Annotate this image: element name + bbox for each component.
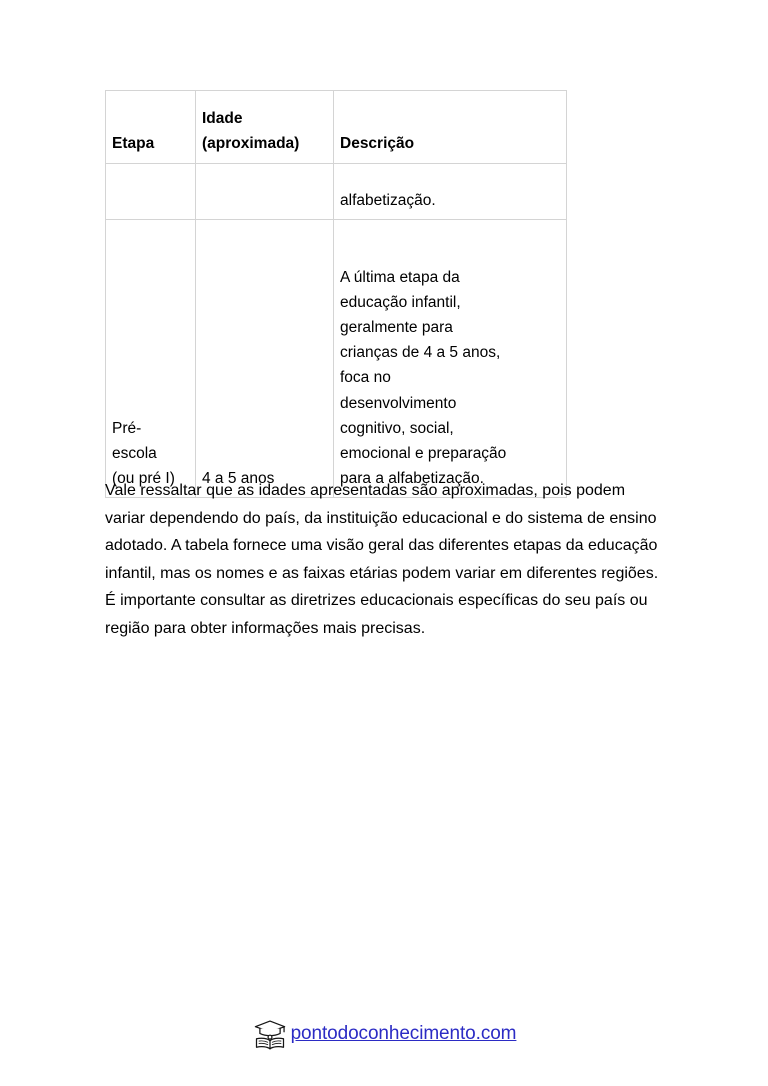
body-paragraph: Vale ressaltar que as idades apresentadas são aproximadas, pois podem variar dependendo do país, da instituição educacional e do sistema de ensino adotado. A tabela fornece uma visão geral das diferentes etapas da educação infantil, mas os nomes e as faixas etárias podem variar em diferentes regiões. É importante consultar as diretrizes educacionais específicas do seu país ou região para obter informações mais precisas. [105,482,659,637]
body-paragraph-block [105,477,661,642]
cell-etapa [106,164,196,220]
cell-descricao-line-6: desenvolvimento [340,394,457,412]
cell-descricao-line-1: alfabetização. [340,191,436,209]
page-footer [0,1016,768,1052]
cell-descricao-line-9: para a alfabetização. [340,469,484,487]
site-link[interactable]: pontodoconhecimento.com [290,1023,517,1044]
column-header-idade-line-2: (aproximada) [202,134,300,152]
table-header-row [106,91,567,164]
cell-descricao-line-8: emocional e preparação [340,444,507,462]
column-header-descricao [334,91,567,164]
education-stages-table [105,90,567,498]
cell-etapa-line-3: (ou pré I) [112,469,175,487]
cell-descricao [334,164,567,220]
graduation-cap-book-icon [252,1016,288,1052]
cell-idade [196,220,334,498]
cell-etapa-line-1: Pré- [112,419,142,437]
cell-descricao [334,220,567,498]
table-body [106,164,567,498]
column-header-idade-line-1: Idade [202,109,243,127]
column-header-descricao-line-1: Descrição [340,134,415,152]
cell-descricao-line-5: foca no [340,369,391,387]
table-row [106,164,567,220]
column-header-etapa [106,91,196,164]
table-header [106,91,567,164]
cell-idade-line-1: 4 a 5 anos [202,469,275,487]
cell-etapa [106,220,196,498]
cell-etapa-line-2: escola [112,444,157,462]
cell-idade [196,164,334,220]
cell-descricao-line-4: crianças de 4 a 5 anos, [340,344,501,362]
cell-descricao-line-1: A última etapa da [340,269,460,287]
cell-descricao-line-3: geralmente para [340,319,453,337]
table-row [106,220,567,498]
cell-descricao-line-7: cognitivo, social, [340,419,454,437]
column-header-idade [196,91,334,164]
column-header-etapa-line-1: Etapa [112,134,155,152]
cell-descricao-line-2: educação infantil, [340,294,461,312]
